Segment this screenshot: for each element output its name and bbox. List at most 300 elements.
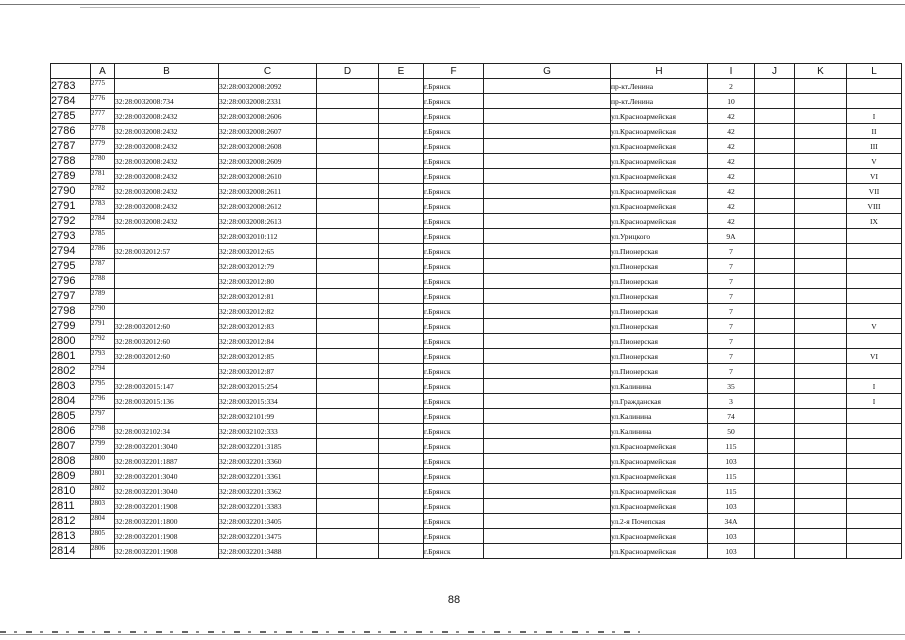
cell-i[interactable]: 10 — [708, 94, 755, 109]
cell-a[interactable]: 2784 — [91, 214, 115, 229]
cell-k[interactable] — [795, 544, 847, 559]
cell-b[interactable]: 32:28:0032201:3040 — [115, 439, 219, 454]
cell-g[interactable] — [484, 169, 611, 184]
cell-b[interactable]: 32:28:0032201:3040 — [115, 469, 219, 484]
cell-l[interactable]: VI — [847, 349, 902, 364]
cell-j[interactable] — [755, 379, 795, 394]
cell-c[interactable]: 32:28:0032012:79 — [219, 259, 317, 274]
cell-g[interactable] — [484, 94, 611, 109]
cell-d[interactable] — [317, 484, 379, 499]
cell-h[interactable]: ул.Пионерская — [611, 289, 708, 304]
cell-l[interactable]: I — [847, 379, 902, 394]
cell-c[interactable]: 32:28:0032012:80 — [219, 274, 317, 289]
cell-b[interactable]: 32:28:0032102:34 — [115, 424, 219, 439]
cell-c[interactable]: 32:28:0032201:3362 — [219, 484, 317, 499]
cell-e[interactable] — [379, 139, 424, 154]
cell-l[interactable] — [847, 259, 902, 274]
cell-g[interactable] — [484, 124, 611, 139]
cell-i[interactable]: 42 — [708, 109, 755, 124]
cell-d[interactable] — [317, 214, 379, 229]
row-number[interactable]: 2810 — [51, 484, 91, 499]
cell-d[interactable] — [317, 244, 379, 259]
cell-l[interactable]: I — [847, 394, 902, 409]
row-number[interactable]: 2805 — [51, 409, 91, 424]
cell-d[interactable] — [317, 304, 379, 319]
row-number[interactable]: 2785 — [51, 109, 91, 124]
cell-l[interactable] — [847, 334, 902, 349]
cell-j[interactable] — [755, 109, 795, 124]
cell-j[interactable] — [755, 424, 795, 439]
cell-d[interactable] — [317, 454, 379, 469]
cell-d[interactable] — [317, 259, 379, 274]
cell-k[interactable] — [795, 79, 847, 94]
cell-f[interactable]: г.Брянск — [424, 109, 484, 124]
cell-h[interactable]: ул.Красноармейская — [611, 169, 708, 184]
cell-g[interactable] — [484, 349, 611, 364]
cell-c[interactable]: 32:28:0032015:334 — [219, 394, 317, 409]
cell-d[interactable] — [317, 394, 379, 409]
row-number[interactable]: 2796 — [51, 274, 91, 289]
row-number[interactable]: 2806 — [51, 424, 91, 439]
cell-l[interactable] — [847, 484, 902, 499]
cell-i[interactable]: 7 — [708, 334, 755, 349]
row-number[interactable]: 2794 — [51, 244, 91, 259]
cell-c[interactable]: 32:28:0032012:65 — [219, 244, 317, 259]
cell-h[interactable]: ул.Калинина — [611, 424, 708, 439]
cell-e[interactable] — [379, 334, 424, 349]
cell-b[interactable]: 32:28:0032012:60 — [115, 319, 219, 334]
cell-c[interactable]: 32:28:0032008:2608 — [219, 139, 317, 154]
cell-l[interactable] — [847, 514, 902, 529]
cell-d[interactable] — [317, 409, 379, 424]
cell-b[interactable]: 32:28:0032201:1908 — [115, 544, 219, 559]
cell-k[interactable] — [795, 229, 847, 244]
row-number[interactable]: 2800 — [51, 334, 91, 349]
cell-j[interactable] — [755, 514, 795, 529]
cell-l[interactable] — [847, 364, 902, 379]
cell-l[interactable] — [847, 274, 902, 289]
cell-k[interactable] — [795, 469, 847, 484]
cell-h[interactable]: ул.Красноармейская — [611, 109, 708, 124]
cell-b[interactable] — [115, 259, 219, 274]
row-number[interactable]: 2786 — [51, 124, 91, 139]
cell-i[interactable]: 2 — [708, 79, 755, 94]
cell-k[interactable] — [795, 454, 847, 469]
cell-c[interactable]: 32:28:0032012:84 — [219, 334, 317, 349]
cell-e[interactable] — [379, 514, 424, 529]
cell-g[interactable] — [484, 199, 611, 214]
cell-f[interactable]: г.Брянск — [424, 169, 484, 184]
cell-g[interactable] — [484, 244, 611, 259]
cell-b[interactable]: 32:28:0032008:2432 — [115, 139, 219, 154]
cell-g[interactable] — [484, 544, 611, 559]
cell-j[interactable] — [755, 394, 795, 409]
cell-e[interactable] — [379, 439, 424, 454]
cell-f[interactable]: г.Брянск — [424, 124, 484, 139]
cell-i[interactable]: 103 — [708, 529, 755, 544]
cell-g[interactable] — [484, 319, 611, 334]
cell-j[interactable] — [755, 319, 795, 334]
cell-f[interactable]: г.Брянск — [424, 439, 484, 454]
cell-e[interactable] — [379, 274, 424, 289]
cell-h[interactable]: ул.Пионерская — [611, 334, 708, 349]
cell-a[interactable]: 2776 — [91, 94, 115, 109]
cell-l[interactable]: VII — [847, 184, 902, 199]
cell-a[interactable]: 2804 — [91, 514, 115, 529]
cell-b[interactable]: 32:28:0032008:2432 — [115, 109, 219, 124]
cell-e[interactable] — [379, 154, 424, 169]
column-header-j[interactable]: J — [755, 64, 795, 79]
cell-b[interactable] — [115, 304, 219, 319]
cell-b[interactable] — [115, 79, 219, 94]
cell-b[interactable] — [115, 364, 219, 379]
cell-a[interactable]: 2779 — [91, 139, 115, 154]
cell-i[interactable]: 7 — [708, 259, 755, 274]
cell-k[interactable] — [795, 214, 847, 229]
cell-j[interactable] — [755, 154, 795, 169]
row-number[interactable]: 2804 — [51, 394, 91, 409]
cell-e[interactable] — [379, 169, 424, 184]
cell-i[interactable]: 42 — [708, 169, 755, 184]
cell-k[interactable] — [795, 529, 847, 544]
cell-h[interactable]: ул.Красноармейская — [611, 544, 708, 559]
cell-i[interactable]: 7 — [708, 364, 755, 379]
column-header-d[interactable]: D — [317, 64, 379, 79]
cell-j[interactable] — [755, 139, 795, 154]
cell-k[interactable] — [795, 244, 847, 259]
cell-c[interactable]: 32:28:0032201:3185 — [219, 439, 317, 454]
cell-k[interactable] — [795, 499, 847, 514]
cell-i[interactable]: 42 — [708, 154, 755, 169]
cell-j[interactable] — [755, 499, 795, 514]
cell-h[interactable]: ул.Красноармейская — [611, 529, 708, 544]
cell-j[interactable] — [755, 454, 795, 469]
column-header-g[interactable]: G — [484, 64, 611, 79]
row-number[interactable]: 2795 — [51, 259, 91, 274]
cell-g[interactable] — [484, 274, 611, 289]
cell-a[interactable]: 2802 — [91, 484, 115, 499]
cell-a[interactable]: 2778 — [91, 124, 115, 139]
cell-d[interactable] — [317, 499, 379, 514]
cell-j[interactable] — [755, 184, 795, 199]
cell-i[interactable]: 7 — [708, 319, 755, 334]
cell-k[interactable] — [795, 349, 847, 364]
cell-k[interactable] — [795, 394, 847, 409]
cell-g[interactable] — [484, 454, 611, 469]
cell-g[interactable] — [484, 364, 611, 379]
cell-l[interactable] — [847, 544, 902, 559]
cell-a[interactable]: 2783 — [91, 199, 115, 214]
cell-g[interactable] — [484, 529, 611, 544]
cell-f[interactable]: г.Брянск — [424, 469, 484, 484]
cell-b[interactable]: 32:28:0032008:2432 — [115, 154, 219, 169]
cell-h[interactable]: ул.Красноармейская — [611, 139, 708, 154]
cell-i[interactable]: 50 — [708, 424, 755, 439]
row-number[interactable]: 2807 — [51, 439, 91, 454]
cell-b[interactable]: 32:28:0032012:60 — [115, 334, 219, 349]
cell-i[interactable]: 115 — [708, 439, 755, 454]
cell-a[interactable]: 2791 — [91, 319, 115, 334]
cell-f[interactable]: г.Брянск — [424, 214, 484, 229]
cell-c[interactable]: 32:28:0032201:3405 — [219, 514, 317, 529]
cell-j[interactable] — [755, 349, 795, 364]
cell-f[interactable]: г.Брянск — [424, 244, 484, 259]
cell-c[interactable]: 32:28:0032012:87 — [219, 364, 317, 379]
cell-f[interactable]: г.Брянск — [424, 364, 484, 379]
cell-e[interactable] — [379, 499, 424, 514]
cell-c[interactable]: 32:28:0032012:85 — [219, 349, 317, 364]
cell-a[interactable]: 2793 — [91, 349, 115, 364]
cell-e[interactable] — [379, 79, 424, 94]
cell-d[interactable] — [317, 169, 379, 184]
column-header-h[interactable]: H — [611, 64, 708, 79]
cell-k[interactable] — [795, 289, 847, 304]
cell-i[interactable]: 7 — [708, 244, 755, 259]
cell-b[interactable] — [115, 409, 219, 424]
cell-e[interactable] — [379, 379, 424, 394]
cell-e[interactable] — [379, 394, 424, 409]
cell-a[interactable]: 2795 — [91, 379, 115, 394]
corner-cell[interactable] — [51, 64, 91, 79]
row-number[interactable]: 2787 — [51, 139, 91, 154]
cell-i[interactable]: 42 — [708, 184, 755, 199]
cell-d[interactable] — [317, 274, 379, 289]
cell-e[interactable] — [379, 454, 424, 469]
cell-c[interactable]: 32:28:0032101:99 — [219, 409, 317, 424]
cell-c[interactable]: 32:28:0032008:2607 — [219, 124, 317, 139]
cell-g[interactable] — [484, 394, 611, 409]
cell-j[interactable] — [755, 304, 795, 319]
cell-h[interactable]: ул.Красноармейская — [611, 124, 708, 139]
cell-b[interactable] — [115, 274, 219, 289]
cell-b[interactable]: 32:28:0032008:2432 — [115, 214, 219, 229]
cell-a[interactable]: 2775 — [91, 79, 115, 94]
cell-b[interactable]: 32:28:0032008:2432 — [115, 199, 219, 214]
cell-l[interactable]: V — [847, 154, 902, 169]
cell-g[interactable] — [484, 154, 611, 169]
cell-j[interactable] — [755, 79, 795, 94]
cell-l[interactable] — [847, 409, 902, 424]
cell-c[interactable]: 32:28:0032201:3360 — [219, 454, 317, 469]
cell-h[interactable]: ул.Красноармейская — [611, 499, 708, 514]
cell-g[interactable] — [484, 229, 611, 244]
cell-e[interactable] — [379, 469, 424, 484]
cell-e[interactable] — [379, 229, 424, 244]
cell-d[interactable] — [317, 184, 379, 199]
cell-g[interactable] — [484, 379, 611, 394]
cell-l[interactable]: VIII — [847, 199, 902, 214]
cell-e[interactable] — [379, 259, 424, 274]
row-number[interactable]: 2797 — [51, 289, 91, 304]
cell-e[interactable] — [379, 214, 424, 229]
cell-f[interactable]: г.Брянск — [424, 139, 484, 154]
column-header-i[interactable]: I — [708, 64, 755, 79]
cell-j[interactable] — [755, 124, 795, 139]
cell-e[interactable] — [379, 544, 424, 559]
cell-i[interactable]: 42 — [708, 214, 755, 229]
cell-e[interactable] — [379, 304, 424, 319]
cell-a[interactable]: 2781 — [91, 169, 115, 184]
cell-k[interactable] — [795, 409, 847, 424]
cell-d[interactable] — [317, 424, 379, 439]
cell-c[interactable]: 32:28:0032015:254 — [219, 379, 317, 394]
cell-e[interactable] — [379, 424, 424, 439]
row-number[interactable]: 2792 — [51, 214, 91, 229]
row-number[interactable]: 2790 — [51, 184, 91, 199]
cell-d[interactable] — [317, 319, 379, 334]
cell-d[interactable] — [317, 229, 379, 244]
cell-f[interactable]: г.Брянск — [424, 304, 484, 319]
cell-d[interactable] — [317, 529, 379, 544]
cell-d[interactable] — [317, 289, 379, 304]
cell-g[interactable] — [484, 409, 611, 424]
cell-l[interactable]: III — [847, 139, 902, 154]
cell-g[interactable] — [484, 424, 611, 439]
cell-k[interactable] — [795, 379, 847, 394]
cell-c[interactable]: 32:28:0032012:82 — [219, 304, 317, 319]
cell-l[interactable] — [847, 244, 902, 259]
cell-a[interactable]: 2790 — [91, 304, 115, 319]
cell-a[interactable]: 2792 — [91, 334, 115, 349]
row-number[interactable]: 2812 — [51, 514, 91, 529]
cell-f[interactable]: г.Брянск — [424, 424, 484, 439]
row-number[interactable]: 2788 — [51, 154, 91, 169]
cell-f[interactable]: г.Брянск — [424, 79, 484, 94]
cell-h[interactable]: ул.Пионерская — [611, 259, 708, 274]
cell-a[interactable]: 2794 — [91, 364, 115, 379]
cell-h[interactable]: пр-кт.Ленина — [611, 94, 708, 109]
cell-k[interactable] — [795, 154, 847, 169]
cell-b[interactable]: 32:28:0032012:60 — [115, 349, 219, 364]
cell-h[interactable]: пр-кт.Ленина — [611, 79, 708, 94]
cell-c[interactable]: 32:28:0032201:3361 — [219, 469, 317, 484]
cell-e[interactable] — [379, 94, 424, 109]
cell-j[interactable] — [755, 439, 795, 454]
row-number[interactable]: 2784 — [51, 94, 91, 109]
cell-k[interactable] — [795, 319, 847, 334]
cell-i[interactable]: 34А — [708, 514, 755, 529]
cell-a[interactable]: 2789 — [91, 289, 115, 304]
cell-f[interactable]: г.Брянск — [424, 379, 484, 394]
cell-k[interactable] — [795, 304, 847, 319]
cell-e[interactable] — [379, 484, 424, 499]
cell-i[interactable]: 103 — [708, 454, 755, 469]
cell-c[interactable]: 32:28:0032012:83 — [219, 319, 317, 334]
cell-a[interactable]: 2799 — [91, 439, 115, 454]
cell-i[interactable]: 42 — [708, 139, 755, 154]
cell-e[interactable] — [379, 109, 424, 124]
row-number[interactable]: 2814 — [51, 544, 91, 559]
cell-g[interactable] — [484, 439, 611, 454]
cell-a[interactable]: 2803 — [91, 499, 115, 514]
cell-g[interactable] — [484, 304, 611, 319]
cell-i[interactable]: 7 — [708, 304, 755, 319]
cell-l[interactable] — [847, 289, 902, 304]
cell-b[interactable]: 32:28:0032201:1887 — [115, 454, 219, 469]
cell-d[interactable] — [317, 124, 379, 139]
cell-c[interactable]: 32:28:0032102:333 — [219, 424, 317, 439]
cell-f[interactable]: г.Брянск — [424, 289, 484, 304]
cell-k[interactable] — [795, 124, 847, 139]
cell-a[interactable]: 2782 — [91, 184, 115, 199]
cell-b[interactable]: 32:28:0032008:2432 — [115, 169, 219, 184]
cell-j[interactable] — [755, 199, 795, 214]
cell-l[interactable]: I — [847, 109, 902, 124]
cell-d[interactable] — [317, 109, 379, 124]
cell-e[interactable] — [379, 349, 424, 364]
cell-i[interactable]: 35 — [708, 379, 755, 394]
cell-b[interactable]: 32:28:0032201:1800 — [115, 514, 219, 529]
cell-c[interactable]: 32:28:0032008:2613 — [219, 214, 317, 229]
cell-k[interactable] — [795, 364, 847, 379]
cell-g[interactable] — [484, 109, 611, 124]
cell-l[interactable]: VI — [847, 169, 902, 184]
cell-f[interactable]: г.Брянск — [424, 484, 484, 499]
cell-b[interactable]: 32:28:0032201:1908 — [115, 499, 219, 514]
cell-d[interactable] — [317, 79, 379, 94]
cell-c[interactable]: 32:28:0032008:2609 — [219, 154, 317, 169]
cell-j[interactable] — [755, 409, 795, 424]
cell-h[interactable]: ул.Красноармейская — [611, 469, 708, 484]
cell-c[interactable]: 32:28:0032201:3488 — [219, 544, 317, 559]
cell-f[interactable]: г.Брянск — [424, 529, 484, 544]
cell-e[interactable] — [379, 319, 424, 334]
cell-l[interactable] — [847, 439, 902, 454]
cell-i[interactable]: 3 — [708, 394, 755, 409]
cell-e[interactable] — [379, 409, 424, 424]
column-header-c[interactable]: C — [219, 64, 317, 79]
cell-a[interactable]: 2787 — [91, 259, 115, 274]
row-number[interactable]: 2791 — [51, 199, 91, 214]
cell-k[interactable] — [795, 259, 847, 274]
cell-l[interactable]: IX — [847, 214, 902, 229]
cell-k[interactable] — [795, 514, 847, 529]
cell-a[interactable]: 2798 — [91, 424, 115, 439]
cell-g[interactable] — [484, 334, 611, 349]
cell-a[interactable]: 2797 — [91, 409, 115, 424]
cell-l[interactable] — [847, 454, 902, 469]
cell-f[interactable]: г.Брянск — [424, 229, 484, 244]
cell-i[interactable]: 42 — [708, 199, 755, 214]
cell-i[interactable]: 74 — [708, 409, 755, 424]
cell-i[interactable]: 103 — [708, 544, 755, 559]
cell-j[interactable] — [755, 259, 795, 274]
cell-a[interactable]: 2806 — [91, 544, 115, 559]
cell-h[interactable]: ул.Пионерская — [611, 274, 708, 289]
cell-c[interactable]: 32:28:0032008:2331 — [219, 94, 317, 109]
cell-l[interactable] — [847, 79, 902, 94]
cell-l[interactable]: V — [847, 319, 902, 334]
cell-a[interactable]: 2780 — [91, 154, 115, 169]
cell-j[interactable] — [755, 364, 795, 379]
cell-f[interactable]: г.Брянск — [424, 94, 484, 109]
cell-g[interactable] — [484, 514, 611, 529]
cell-d[interactable] — [317, 94, 379, 109]
cell-f[interactable]: г.Брянск — [424, 199, 484, 214]
cell-b[interactable]: 32:28:0032008:2432 — [115, 124, 219, 139]
cell-d[interactable] — [317, 469, 379, 484]
cell-h[interactable]: ул.Красноармейская — [611, 214, 708, 229]
cell-g[interactable] — [484, 139, 611, 154]
cell-b[interactable]: 32:28:0032012:57 — [115, 244, 219, 259]
cell-h[interactable]: ул.Красноармейская — [611, 439, 708, 454]
cell-g[interactable] — [484, 259, 611, 274]
cell-j[interactable] — [755, 274, 795, 289]
cell-i[interactable]: 42 — [708, 124, 755, 139]
cell-l[interactable] — [847, 424, 902, 439]
cell-b[interactable]: 32:28:0032015:136 — [115, 394, 219, 409]
cell-l[interactable] — [847, 499, 902, 514]
